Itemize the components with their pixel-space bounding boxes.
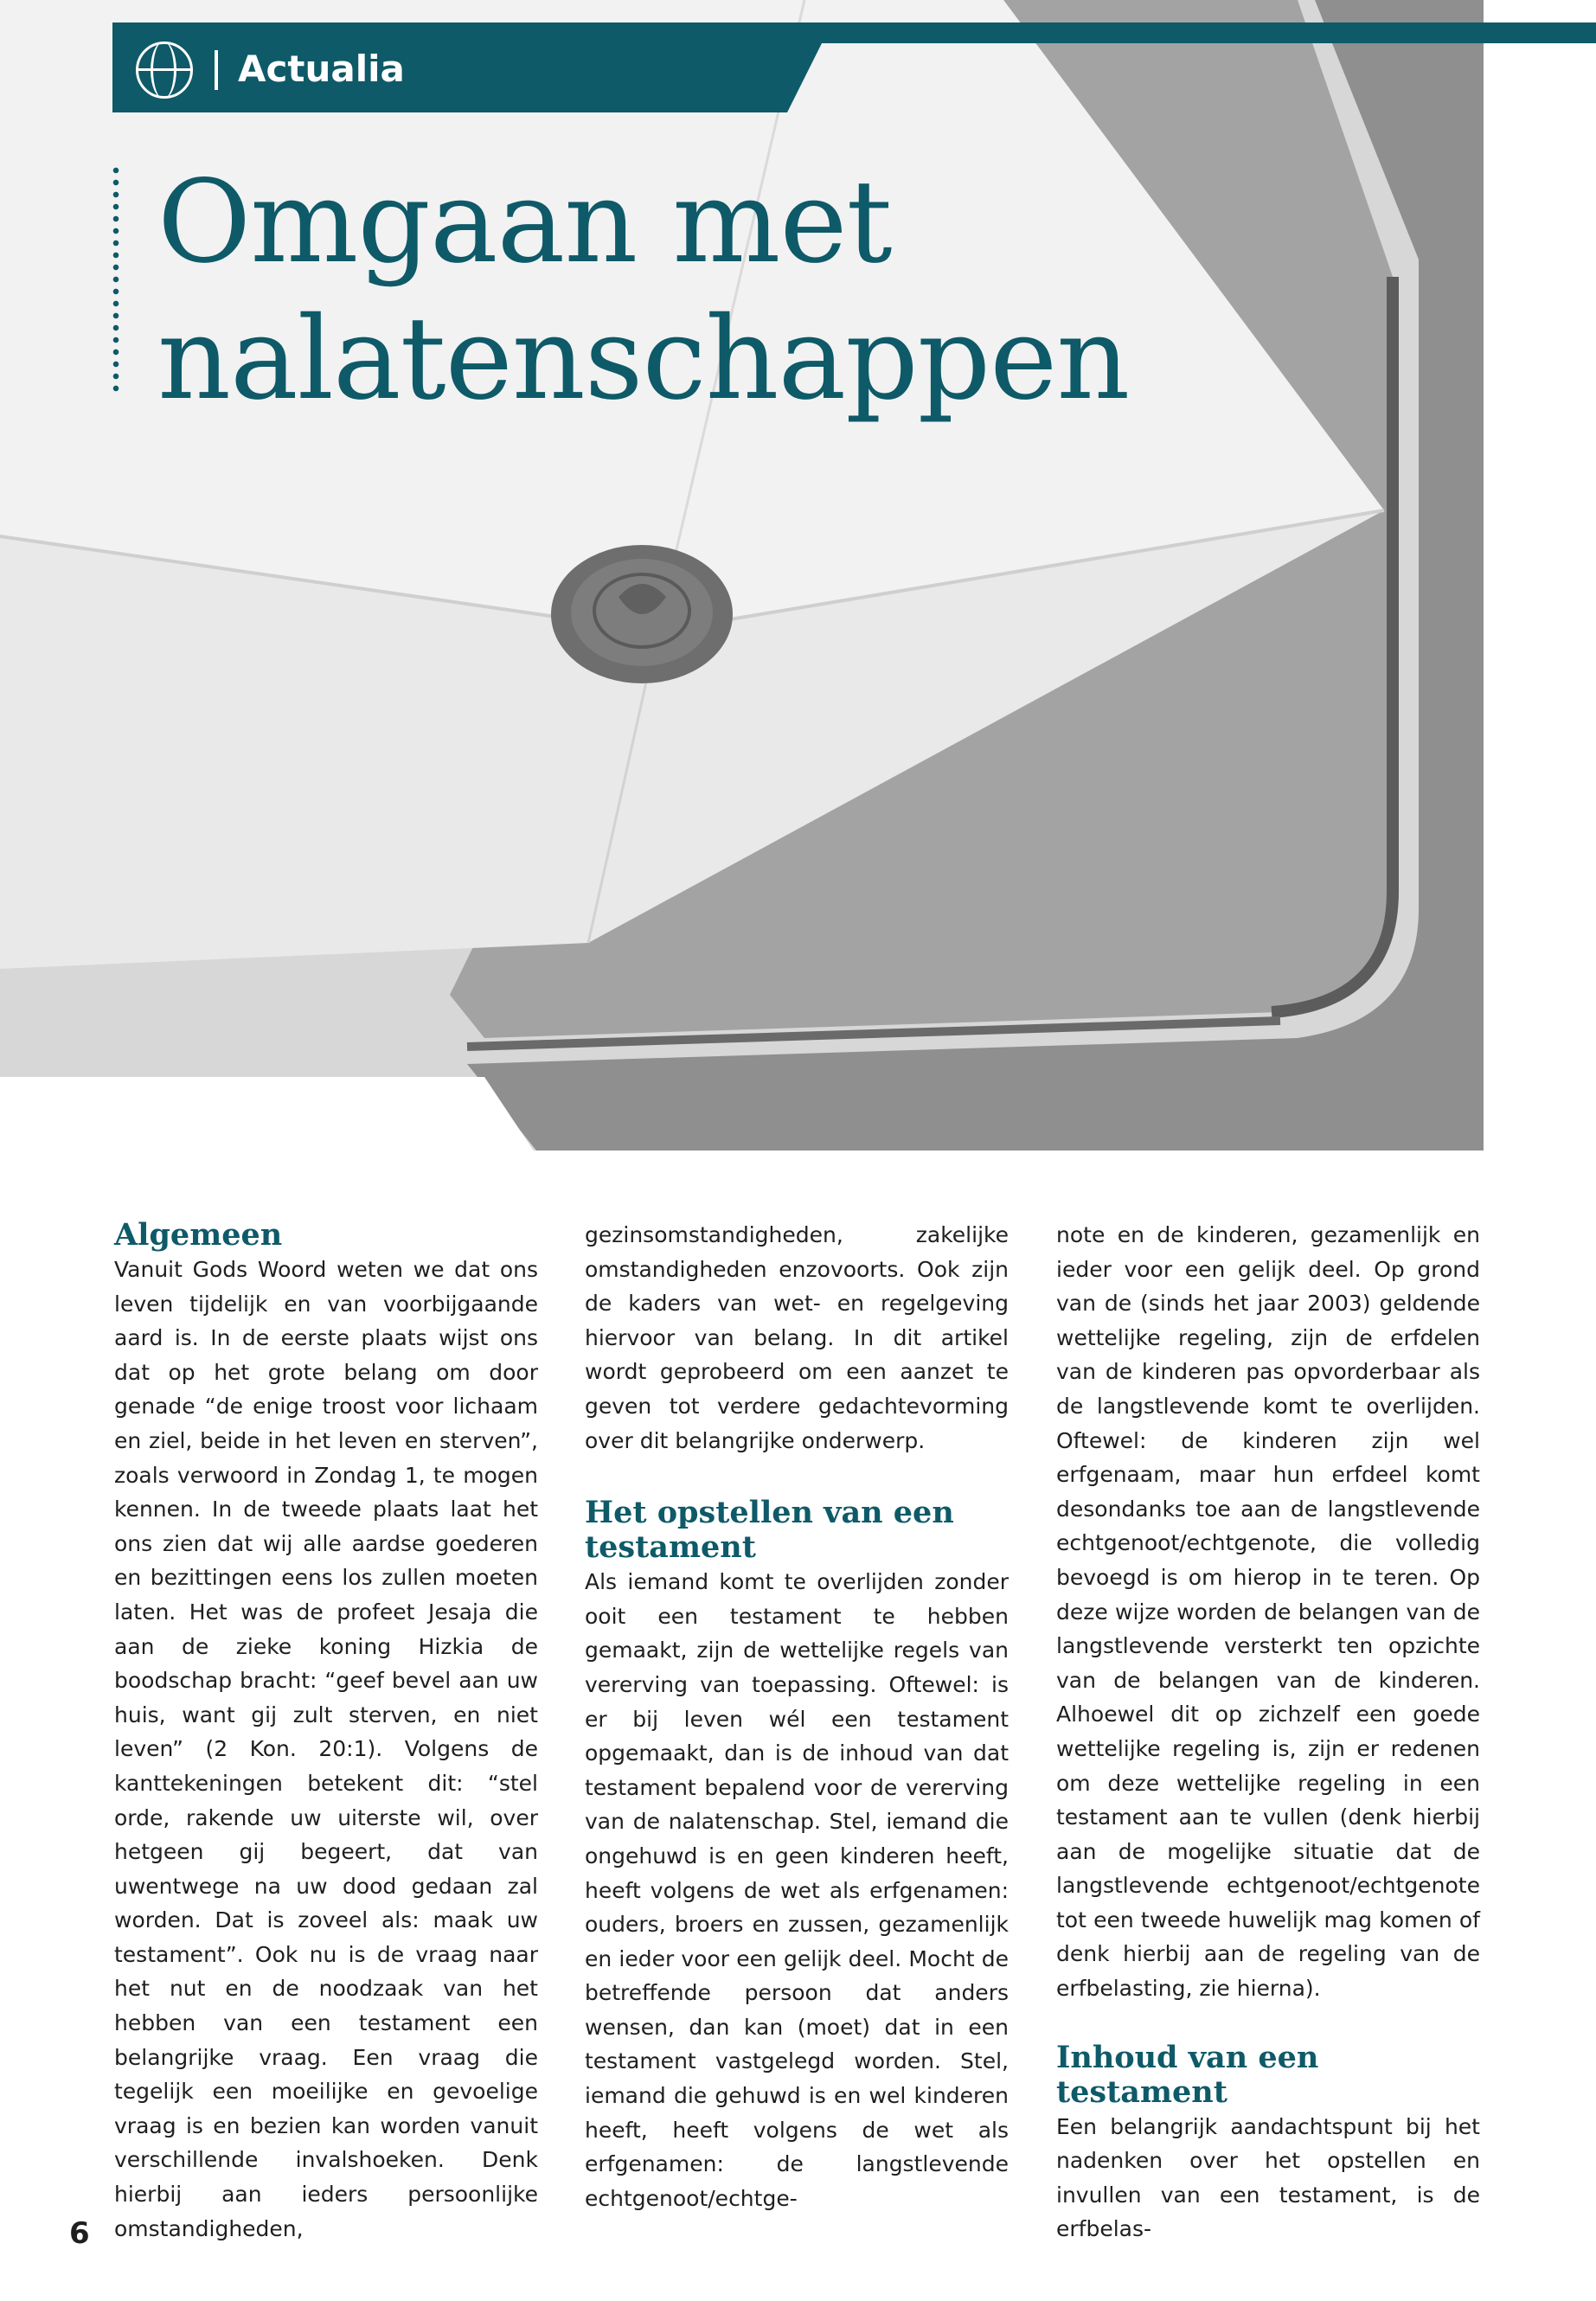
heading-opstellen-testament: Het opstellen van een testament — [585, 1495, 954, 1566]
title-line-2: nalatenschappen — [157, 292, 1130, 426]
article-title — [157, 154, 1282, 427]
header-divider — [215, 50, 218, 90]
heading-inhoud-testament: Inhoud van een testament — [1056, 2039, 1319, 2110]
column-1-body: Vanuit Gods Woord weten we dat ons leven tijdelijk en van voorbijgaande aard is. In de eerste plaats wijst ons dat op het grote belang om door genade “de enige troost voor lichaam en ziel, beide in het leven en sterven”, zoals verwoord in Zondag 1, te mogen kennen. In de tweede plaats laat het ons zien dat wij alle aardse goederen en bezittingen eens los zullen moeten laten. Het was de profeet Jesaja die aan de zieke koning Hizkia de boodschap bracht: “geef bevel aan uw huis, want gij zult sterven, en niet leven” (2 Kon. 20:1). Volgens de kanttekeningen betekent dit: “stel orde, rakende uw uiterste wil, over hetgeen gij begeert, dat van uwentwege na uw dood gedaan zal worden. Dat is zoveel als: maak uw testament”. Ook nu is de vraag naar het nut en de noodzaak van het hebben van een testament een belangrijke vraag. Een vraag die tegelijk een moeilijke en gevoelige vraag is en bezien kan worden vanuit verschillende invalshoeken. Denk hierbij aan ieders persoonlijke omstandigheden, — [114, 1257, 538, 2241]
heading-algemeen: Algemeen — [114, 1217, 283, 1253]
column-1 — [114, 1218, 538, 2246]
title-line-1: Omgaan met — [157, 156, 892, 289]
dotted-rule — [112, 164, 119, 396]
column-3-intro: note en de kinderen, gezamenlijk en ieder voor een gelijk deel. Op grond van de (sinds het jaar 2003) geldende wettelijke regeling, zijn de erfdelen van de kinderen pas opvorderbaar als de langstlevende komt te overlijden. Oftewel: de kinderen zijn wel erfgenaam, maar hun erfdeel komt desondanks toe aan de langstlevende echtgenoot/echtgenote, die volledig bevoegd is om hierop in te teren. Op deze wijze worden de belangen van de langstlevende versterkt ten opzichte van de belangen van de kinderen. Alhoewel dit op zichzelf een goede wettelijke regeling is, zijn er redenen om deze wettelijke regeling in een testament aan te vullen (denk hierbij aan de mogelijke situatie dat de langstlevende echtgenoot/echtgenote tot een tweede huwelijk mag komen of denk hierbij aan de regeling van de erfbelasting, zie hierna). — [1056, 1222, 1480, 2002]
column-2 — [585, 1218, 1009, 2215]
hero-corner-cut — [0, 1077, 536, 1150]
section-label: Actualia — [238, 48, 405, 90]
page-number: 6 — [69, 2216, 90, 2251]
globe-icon — [136, 42, 193, 99]
column-2-body: Als iemand komt te overlijden zonder ooit een testament te hebben gemaakt, zijn de wettelijke regels van vererving van toepassing. Oftewel: is er bij leven wél een testament opgemaakt, dan is de inhoud van dat testament bepalend voor de vererving van de nalatenschap. Stel, iemand die ongehuwd is en geen kinderen heeft, heeft volgens de wet als erfgenamen: ouders, broers en zussen, gezamenlijk en ieder voor een gelijk deel. Mocht de betreffende persoon dat anders wensen, dan kan (moet) dat in een testament vastgelegd worden. Stel, iemand die gehuwd is en wel kinderen heeft, heeft volgens de wet als erfgenamen: de langstlevende echtgenoot/echtge- — [585, 1569, 1009, 2211]
column-2-intro: gezinsomstandigheden, zakelijke omstandigheden enzovoorts. Ook zijn de kaders van wet- en regelgeving hiervoor van belang. In dit artikel wordt geprobeerd om een aanzet te geven tot verdere gedachtevorming over dit belangrijke onderwerp. — [585, 1222, 1009, 1453]
column-3 — [1056, 1218, 1480, 2247]
column-3-body: Een belangrijk aandachtspunt bij het nadenken over het opstellen en invullen van een testament, is de erfbelas- — [1056, 2113, 1480, 2242]
